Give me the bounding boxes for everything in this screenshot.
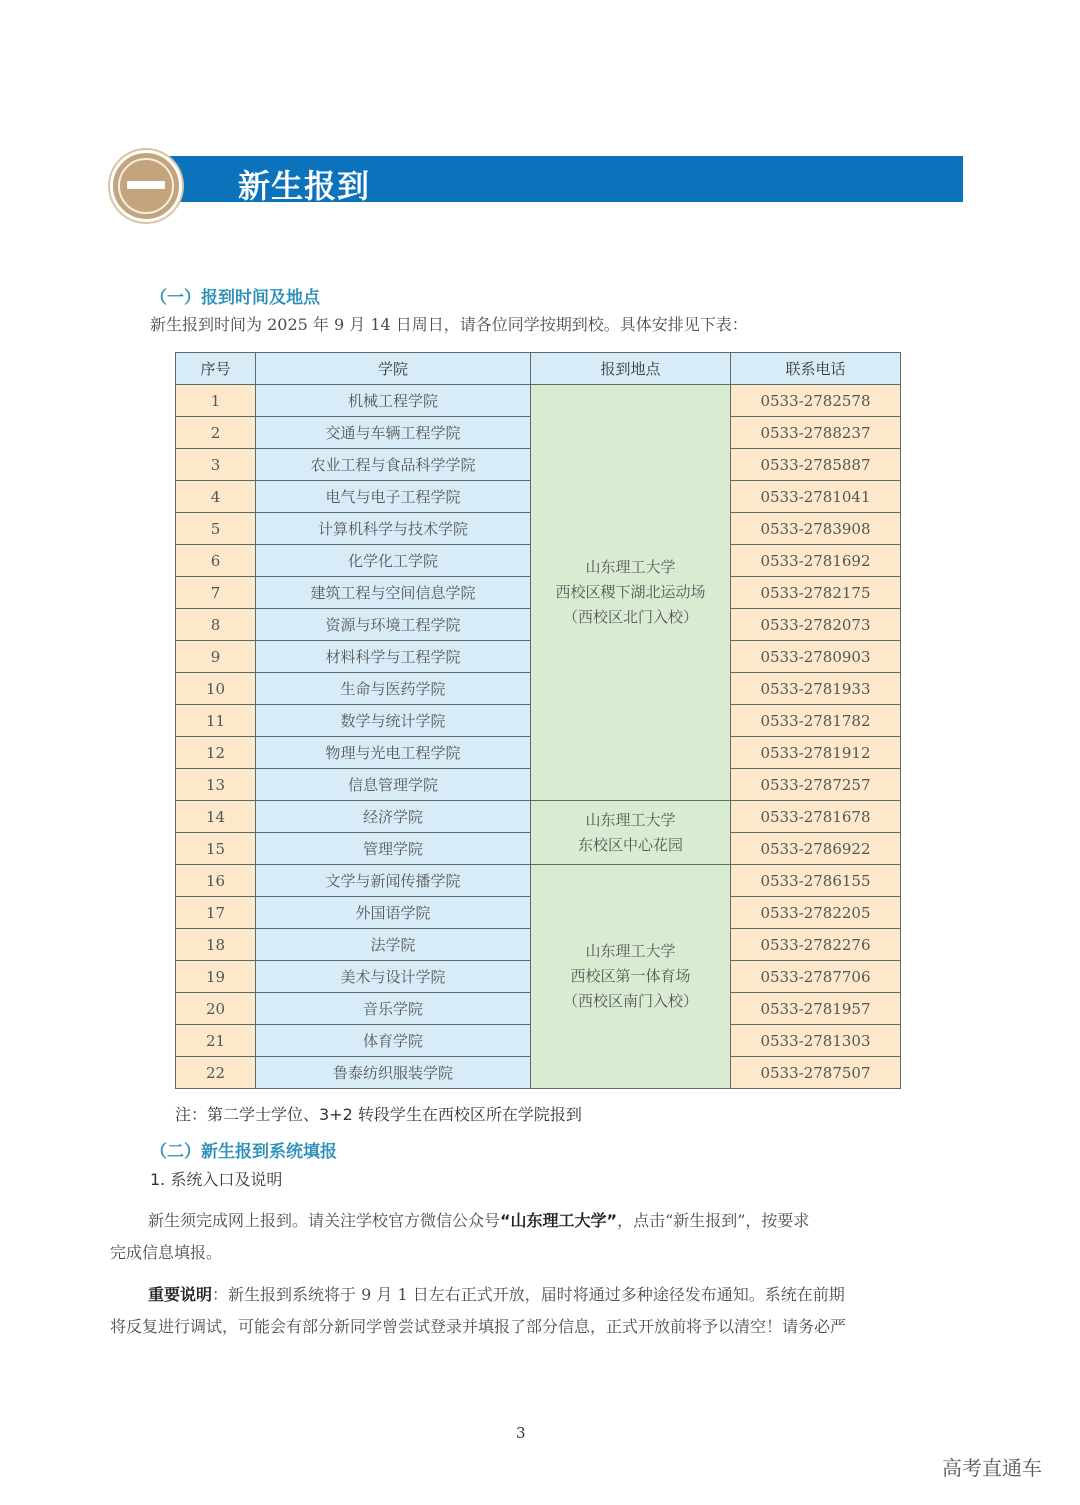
- para2-line1: [148, 1279, 978, 1311]
- cell-no: 20: [176, 993, 256, 1025]
- banner-bar: [150, 156, 963, 205]
- cell-tel: 0533-2781933: [731, 673, 901, 705]
- cell-tel: 0533-2781303: [731, 1025, 901, 1057]
- cell-college: 建筑工程与空间信息学院: [256, 577, 531, 609]
- cell-no: 22: [176, 1057, 256, 1089]
- cell-college: 文学与新闻传播学院: [256, 865, 531, 897]
- cell-tel: 0533-2787706: [731, 961, 901, 993]
- cell-tel: 0533-2781912: [731, 737, 901, 769]
- cell-no: 19: [176, 961, 256, 993]
- registration-table: [175, 352, 901, 1089]
- header-college: 学院: [256, 353, 531, 385]
- cell-college: 管理学院: [256, 833, 531, 865]
- section1-intro: 新生报到时间为 2025 年 9 月 14 日周日，请各位同学按期到校。具体安排见下表：: [150, 315, 748, 334]
- para1-text-b: ，点击“新生报到”，按要求: [617, 1211, 810, 1230]
- cell-no: 9: [176, 641, 256, 673]
- para1-line2: 完成信息填报。: [110, 1243, 223, 1262]
- para1-bold-account: “山东理工大学”: [500, 1211, 618, 1230]
- cell-college: 生命与医药学院: [256, 673, 531, 705]
- cell-college: 信息管理学院: [256, 769, 531, 801]
- cell-no: 13: [176, 769, 256, 801]
- cell-college: 音乐学院: [256, 993, 531, 1025]
- location-line3: （西校区南门入校）: [562, 992, 698, 1010]
- para2-line2: 将反复进行调试，可能会有部分新同学曾尝试登录并填报了部分信息，正式开放前将予以清空！请务必严: [110, 1317, 847, 1336]
- location-line2: 西校区第一体育场: [570, 967, 691, 985]
- location-line3: （西校区北门入校）: [562, 608, 698, 626]
- cell-no: 18: [176, 929, 256, 961]
- location-line1: 山东理工大学: [585, 942, 676, 960]
- cell-tel: 0533-2781692: [731, 545, 901, 577]
- cell-college: 法学院: [256, 929, 531, 961]
- location-line2: 东校区中心花园: [577, 835, 683, 854]
- location-line2: 西校区稷下湖北运动场: [555, 583, 706, 601]
- location-line1: 山东理工大学: [585, 558, 676, 576]
- para1-text-a: 新生须完成网上报到。请关注学校官方微信公众号: [148, 1211, 501, 1230]
- table-row: [176, 385, 901, 417]
- page-number: 3: [516, 1424, 526, 1442]
- cell-tel: 0533-2780903: [731, 641, 901, 673]
- cell-tel: 0533-2781957: [731, 993, 901, 1025]
- table-header-row: [176, 353, 901, 385]
- cell-college: 农业工程与食品科学学院: [256, 449, 531, 481]
- location-line1: 山东理工大学: [585, 810, 676, 829]
- cell-no: 5: [176, 513, 256, 545]
- table-note: 注：第二学士学位、3+2 转段学生在西校区所在学院报到: [175, 1105, 582, 1124]
- cell-no: 17: [176, 897, 256, 929]
- cell-tel: 0533-2782073: [731, 609, 901, 641]
- para1-line1: [148, 1205, 968, 1237]
- cell-college: 美术与设计学院: [256, 961, 531, 993]
- cell-tel: 0533-2781782: [731, 705, 901, 737]
- section2-heading: （二）新生报到系统填报: [150, 1142, 337, 1162]
- cell-location: [531, 385, 731, 801]
- section-number-badge-icon: [110, 150, 182, 222]
- cell-no: 8: [176, 609, 256, 641]
- cell-tel: 0533-2786155: [731, 865, 901, 897]
- cell-tel: 0533-2782276: [731, 929, 901, 961]
- cell-location: [531, 865, 731, 1089]
- cell-college: 体育学院: [256, 1025, 531, 1057]
- cell-location: [531, 801, 731, 865]
- para2-text-a: ：新生报到系统将于 9 月 1 日左右正式开放，届时将通过多种途径发布通知。系统在前期: [212, 1285, 845, 1304]
- cell-college: 鲁泰纺织服装学院: [256, 1057, 531, 1089]
- cell-tel: 0533-2786922: [731, 833, 901, 865]
- cell-no: 4: [176, 481, 256, 513]
- cell-no: 21: [176, 1025, 256, 1057]
- banner-title: 新生报到: [238, 167, 371, 205]
- cell-college: 机械工程学院: [256, 385, 531, 417]
- cell-tel: 0533-2787257: [731, 769, 901, 801]
- cell-no: 16: [176, 865, 256, 897]
- section1-heading: （一）报到时间及地点: [150, 288, 320, 308]
- item1-title: 1. 系统入口及说明: [150, 1170, 283, 1189]
- cell-tel: 0533-2782578: [731, 385, 901, 417]
- para2-bold-label: 重要说明: [148, 1285, 213, 1304]
- cell-no: 2: [176, 417, 256, 449]
- cell-no: 11: [176, 705, 256, 737]
- cell-college: 电气与电子工程学院: [256, 481, 531, 513]
- cell-no: 15: [176, 833, 256, 865]
- cell-no: 1: [176, 385, 256, 417]
- cell-no: 7: [176, 577, 256, 609]
- table-row: [176, 801, 901, 833]
- cell-no: 14: [176, 801, 256, 833]
- cell-college: 经济学院: [256, 801, 531, 833]
- header-tel: 联系电话: [731, 353, 901, 385]
- cell-no: 12: [176, 737, 256, 769]
- cell-tel: 0533-2781678: [731, 801, 901, 833]
- cell-college: 物理与光电工程学院: [256, 737, 531, 769]
- badge-dash-icon: [127, 181, 165, 189]
- cell-college: 数学与统计学院: [256, 705, 531, 737]
- cell-college: 外国语学院: [256, 897, 531, 929]
- header-location: 报到地点: [531, 353, 731, 385]
- cell-college: 交通与车辆工程学院: [256, 417, 531, 449]
- cell-tel: 0533-2785887: [731, 449, 901, 481]
- cell-tel: 0533-2787507: [731, 1057, 901, 1089]
- cell-tel: 0533-2782175: [731, 577, 901, 609]
- cell-tel: 0533-2782205: [731, 897, 901, 929]
- table-body: [176, 385, 901, 1089]
- table-row: [176, 865, 901, 897]
- cell-tel: 0533-2788237: [731, 417, 901, 449]
- cell-tel: 0533-2783908: [731, 513, 901, 545]
- watermark: 高考直通车: [942, 1456, 1042, 1480]
- cell-college: 计算机科学与技术学院: [256, 513, 531, 545]
- cell-college: 资源与环境工程学院: [256, 609, 531, 641]
- cell-tel: 0533-2781041: [731, 481, 901, 513]
- cell-no: 10: [176, 673, 256, 705]
- cell-no: 3: [176, 449, 256, 481]
- cell-college: 材料科学与工程学院: [256, 641, 531, 673]
- cell-no: 6: [176, 545, 256, 577]
- header-no: 序号: [176, 353, 256, 385]
- cell-college: 化学化工学院: [256, 545, 531, 577]
- section-banner: [110, 150, 965, 220]
